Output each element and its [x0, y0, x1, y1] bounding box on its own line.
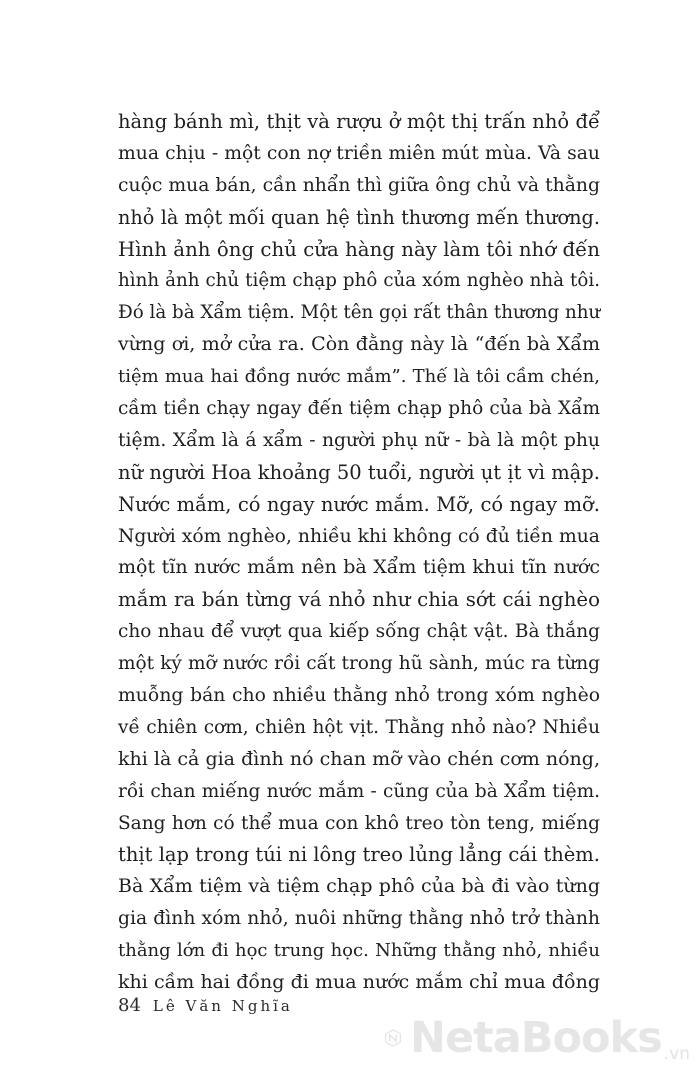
text-line: về chiên cơm, chiên hột vịt. Thằng nhỏ nào? Nhiều — [118, 716, 600, 738]
text-line: khi cầm hai đồng đi mua nước mắm chỉ mua đồng — [118, 971, 600, 994]
text-line: mua chịu - một con nợ triền miên mút mùa. Và sau — [118, 142, 600, 164]
text-line: Sang hơn có thể mua con khô treo tòn teng, miếng — [118, 812, 600, 834]
text-line: thịt lạp trong túi ni lông treo lủng lẳng cái thèm. — [118, 843, 600, 867]
text-line: Hình ảnh ông chủ cửa hàng này làm tôi nhớ đến — [118, 237, 600, 261]
text-line: một ký mỡ nước rồi cất trong hũ sành, múc ra từng — [118, 653, 600, 675]
watermark — [384, 1002, 690, 1074]
text-line: gia đình xóm nhỏ, nuôi những thằng nhỏ trở thành — [118, 908, 600, 930]
text-line: cầm tiền chạy ngay đến tiệm chạp phô của bà Xẩm — [118, 398, 600, 420]
text-line: nhỏ là một mối quan hệ tình thương mến thương. — [118, 205, 600, 229]
text-line: tiệm mua hai đồng nước mắm”. Thế là tôi cầm chén, — [118, 366, 600, 388]
netabooks-logo-icon — [384, 1010, 402, 1066]
text-line: thằng lớn đi học trung học. Những thằng nhỏ, nhiều — [118, 940, 600, 962]
text-line: Đó là bà Xẩm tiệm. Một tên gọi rất thân thương như — [118, 302, 601, 324]
text-line: cho nhau để vượt qua kiếp sống chật vật. Bà thắng — [118, 621, 600, 643]
page-number: 84 — [118, 995, 141, 1016]
watermark-domain: .vn — [663, 1044, 690, 1064]
text-line: nữ người Hoa khoảng 50 tuổi, người ụt ịt vì mập. — [118, 460, 600, 484]
text-line: cuộc mua bán, cần nhẩn thì giữa ông chủ và thằng — [118, 174, 600, 196]
text-line: hàng bánh mì, thịt và rượu ở một thị trấn nhỏ để — [118, 110, 600, 133]
watermark-brand: NetaBooks — [409, 1013, 662, 1063]
text-line: Bà Xẩm tiệm và tiệm chạp phô của bà đi vào từng — [118, 875, 600, 898]
text-line: muỗng bán cho nhiều thằng nhỏ trong xóm nghèo — [118, 685, 600, 707]
body-text — [118, 106, 600, 999]
text-line: mắm ra bán từng vá nhỏ như chia sớt cái nghèo — [118, 588, 600, 612]
text-line: hình ảnh chủ tiệm chạp phô của xóm nghèo nhà tôi. — [118, 270, 600, 292]
page-footer — [118, 995, 293, 1016]
text-line: Người xóm nghèo, nhiều khi không có đủ tiền mua — [118, 525, 600, 547]
text-line: rồi chan miếng nước mắm - cũng của bà Xẩm tiệm. — [118, 780, 600, 802]
text-line: tiệm. Xẩm là á xẩm - người phụ nữ - bà là một phụ — [118, 429, 600, 451]
text-line: khi là cả gia đình nó chan mỡ vào chén cơm nóng, — [118, 747, 600, 770]
text-line: Nước mắm, có ngay nước mắm. Mỡ, có ngay mỡ. — [118, 492, 600, 516]
text-line: vừng ơi, mở cửa ra. Còn đằng này là “đến bà Xẩm — [118, 333, 600, 356]
text-line: một tĩn nước mắm nên bà Xẩm tiệm khui tĩn nước — [118, 556, 600, 579]
author-name: Lê Văn Nghĩa — [152, 997, 293, 1015]
